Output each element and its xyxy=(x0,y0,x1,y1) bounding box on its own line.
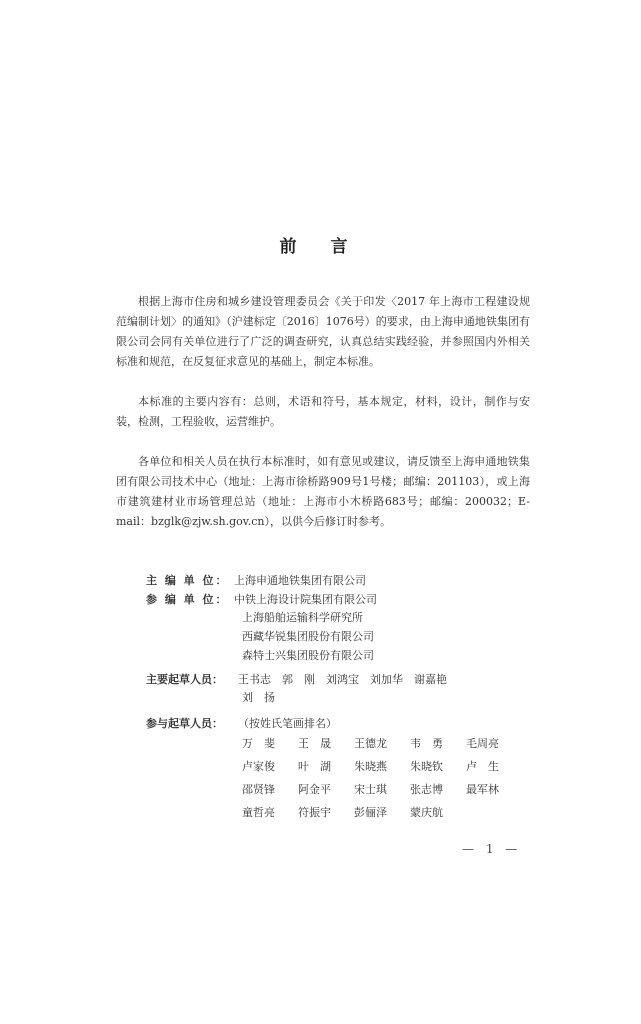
participants-note: （按姓氏笔画排名） xyxy=(238,716,337,730)
main-drafters-label: 主要起草人员： xyxy=(146,672,223,686)
participating-unit-value: 中铁上海设计院集团有限公司 xyxy=(234,592,377,606)
paragraph-contents: 本标准的主要内容有：总则，术语和符号，基本规定，材料，设计，制作与安装，检测，工程验收，运营维护。 xyxy=(116,395,530,428)
chief-unit-row xyxy=(146,570,536,589)
participant-name: 卢家俊 xyxy=(242,760,275,773)
participants-row xyxy=(146,713,536,732)
participant-name: 王 晟 xyxy=(298,737,331,750)
participating-unit-row xyxy=(146,589,536,608)
participant-name: 邵贤锋 xyxy=(242,783,275,796)
participant-name: 彭俪泽 xyxy=(354,806,387,819)
participant-name: 毛周亮 xyxy=(466,737,499,750)
main-drafters-names: 刘 扬 xyxy=(242,691,275,704)
participant-name: 韦 勇 xyxy=(410,737,443,750)
participant-name: 童哲亮 xyxy=(242,806,275,819)
participant-name: 朱晓钦 xyxy=(410,760,443,773)
participants-list xyxy=(146,732,532,824)
participating-unit-value: 西藏华锐集团股份有限公司 xyxy=(242,630,374,643)
participating-unit-value: 上海船舶运输科学研究所 xyxy=(242,611,363,624)
paragraph-intro: 根据上海市住房和城乡建设管理委员会《关于印发〈2017 年上海市工程建设规范编制计划〉的通知》（沪建标定〔2016〕1076号）的要求，由上海申通地铁集团有限公司会同有关单位进行了广泛的调查研究，认真总结实践经验，并参照国内外相关标准和规范，在反复征求意见的基础上，制定本标准。 xyxy=(116,295,530,368)
main-drafters-names: 王书志 郭 刚 刘鸿宝 刘加华 谢嘉艳 xyxy=(238,672,447,686)
chief-unit-label: 主 编 单 位： xyxy=(146,573,229,587)
participants-label: 参与起草人员： xyxy=(146,716,223,730)
page-number: — 1 — xyxy=(462,842,522,856)
participating-unit-value: 森特士兴集团股份有限公司 xyxy=(242,649,374,662)
participant-name: 叶 湖 xyxy=(298,760,331,773)
participant-name: 符振宇 xyxy=(298,806,331,819)
participant-name: 阿金平 xyxy=(298,783,331,796)
participant-name: 卢 生 xyxy=(466,760,499,773)
participant-name: 宋士琪 xyxy=(354,783,387,796)
participant-name: 朱晓燕 xyxy=(354,760,387,773)
participating-unit-label: 参 编 单 位： xyxy=(146,592,229,606)
participant-name: 张志博 xyxy=(410,783,443,796)
participant-name: 王德龙 xyxy=(354,737,387,750)
page-title: 前 言 xyxy=(279,237,362,257)
credits-block xyxy=(146,570,536,824)
participant-name: 万 斐 xyxy=(242,737,275,750)
main-drafters-row xyxy=(146,669,536,688)
chief-unit-value: 上海申通地铁集团有限公司 xyxy=(234,573,366,587)
paragraph-feedback: 各单位和相关人员在执行本标准时，如有意见或建议，请反馈至上海申通地铁集团有限公司技术中心（地址：上海市徐桥路909号1号楼；邮编：201103），或上海市建筑建材业市场管理总站（地址：上海市小木桥路683号；邮编：200032；E-mail：bzglk@zjw.sh.gov.cn），以供今后修订时参考。 xyxy=(116,455,530,528)
participant-name: 最军林 xyxy=(466,783,499,796)
participant-name: 蒙庆航 xyxy=(410,806,443,819)
